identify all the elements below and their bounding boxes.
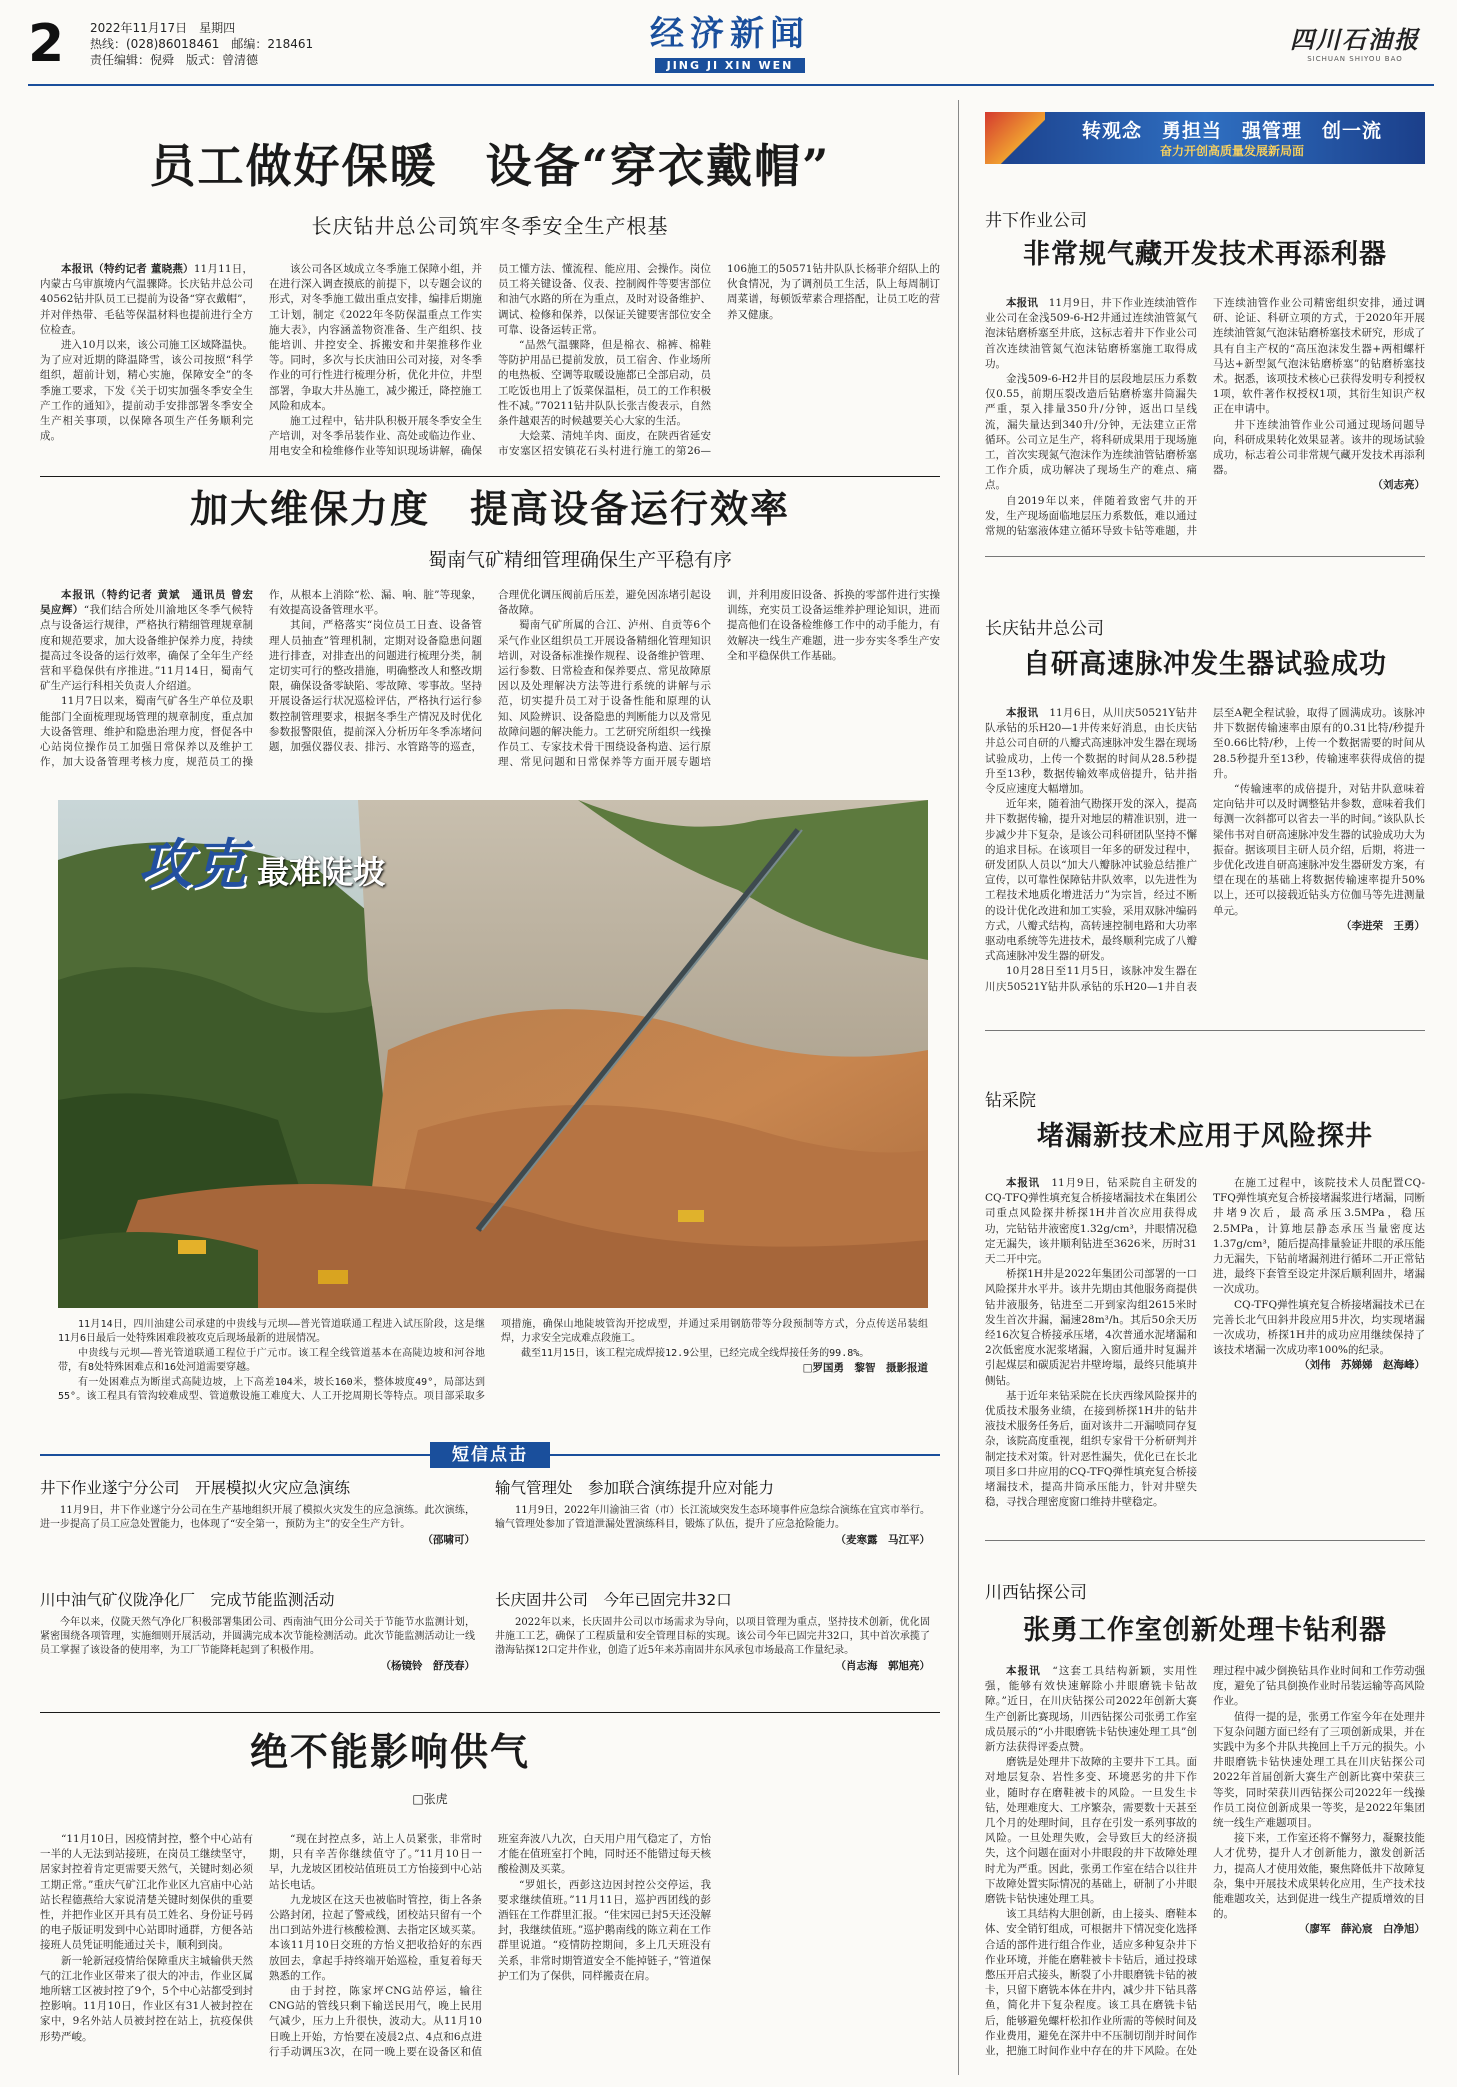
right2-p2: 近年来，随着油气勘探开发的深入，提高井下数据传输，提升对地层的精准识别，进一步减少井下复杂，是该公司科研团队坚持不懈的追求目标。在该项目一年多的研发过程中，研发团队人员以“加大八瓣脉冲试验总结推广宣传，以可靠性保障钻井队效率，以先进性为工程技术地质化增进活力”为宗旨，经过不断的设计优化改进和加工实验，采用双脉冲编码方式，八瓣式结构，高转速控制电路和大功率驱动电系统等先进技术，最终顺利完成了八瓣式高速脉冲发生器的研发。 [985, 798, 1197, 963]
article1-p4: 施工过程中，钻井队积极开展冬季安全生产培训，对冬季吊装作业、高处或临边作业、用电安全和检维修作业等知识现场讲解，确保员工懂方法、懂流程、能应用、会操作。岗位员工将关键设备、仪表、控制阀件等要害部位和油气水路的所在为重点，及时对设备维护、调试、检修和保养，以保证关键要害部位安全可靠、设备运转正常。 [269, 263, 711, 458]
right4-p2: 磨铣是处理井下故障的主要井下工具。面对地层复杂、岩性多变、环境恶劣的井下作业，随时存在磨鞋被卡的风险。一旦发生卡钻，处理难度大、工序繁杂，需要数十天甚至几个月的处理时间，且存在引发一系列事故的风险。一旦处理失败，会导致巨大的经济损失，这个问题在面对小井眼段的井下故障处理时尤为严重。因此，张勇工作室在结合以往井下故障处置实际情况的基础上，研制了小井眼磨铣卡钻快速处理工具。 [985, 1756, 1197, 1906]
article1-byline: 本报讯（特约记者 董晓燕） [61, 263, 194, 275]
right2-body [985, 706, 1425, 1006]
article1-p2: 进入10月以来，该公司施工区域降温快。为了应对近期的降温降雪，该公司按照“科学组织，超前计划，精心实施，保障安全”的冬季施工要求，下发《关于切实加强冬季安全生产工作的通知》，提前动手安排部署冬季安全生产相关事项，以保障各项生产任务顺利完成。 [40, 339, 253, 443]
right1-p4: 井下连续油管作业公司通过现场问题导向，科研成果转化效果显著。该井的现场试验成功，标志着公司非常规气藏开发技术再添利器。 [1213, 418, 1425, 477]
article1-body [40, 262, 940, 462]
right1-title: 非常规气藏开发技术再添利器 [1023, 239, 1387, 270]
divider [985, 1540, 1425, 1541]
brief-2 [495, 1476, 930, 1547]
brief-1-text: 11月9日，井下作业遂宁分公司在生产基地组织开展了模拟火灾发生的应急演练。此次演练，进一步提高了员工应急处置能力，也体现了“安全第一，预防为主”的安全生产方针。 [40, 1505, 475, 1530]
article1-p6: 大烩菜、清炖羊肉、面皮，在陕西省延安市安塞区招安镇花石头村进行施工的第26—106施工的50571钻井队队长杨菲介绍队上的伙食情况，为了调剂员工生活，队上每周制订周菜谱，每顿饭荤素合理搭配，让员工吃的营养又健康。 [498, 263, 940, 458]
right2-p1: 本报讯 11月6日，从川庆50521Y钻井队承钻的乐H20—1井传来好消息，由长庆钻井总公司自研的八瓣式高速脉冲发生器在现场试验成功，上传一个数据的时间从28.5秒提升至13秒，数据传输效率成倍提升，钻井指令反应速度大幅增加。 [985, 707, 1198, 796]
article2-p1: 本报讯（特约记者 黄斌 通讯员 曾宏 吴应辉）“我们结合所处川渝地区冬季气候特点与设备运行规律，严格执行精细管理规章制度和规范要求，加大设备维护保养力度，持续提高过冬设备的运行效率，确保了全年生产经营和平稳保供有序推进。”11月14日，蜀南气矿生产运行科相关负责人介绍道。 [40, 589, 264, 693]
briefs-label: 短信点击 [430, 1442, 550, 1468]
article1-subtitle: 长庆钻井总公司筑牢冬季安全生产根基 [311, 214, 669, 238]
article3-p5: 由于封控，陈家坪CNG站停运，输往CNG站的管线只剩下输送民用气，晚上民用气减少，压力上升很快，波动大。从11月10日晚上开始，方怡要在凌晨2点、4点和6点进行手动调压3次，在同一晚上要在设备区和值班室奔波八九次，白天用户用气稳定了，方怡才能在值班室打个盹，同时还不能错过每天核酸检测及买菜。 [269, 1833, 711, 2058]
article3-author: □张虎 [412, 1792, 448, 1806]
right4-p5: 接下来，工作室还将不懈努力，凝聚技能人才优势，提升人才创新能力，激发创新活力，提高人才使用效能，聚焦降低井下故障复杂，集中开展技术成果转化应用，生产技术技能难题攻关，达到促进一线生产提质增效的目的。 [1213, 1832, 1425, 1921]
masthead-logo: 四川石油报 [1290, 25, 1420, 54]
divider [985, 1030, 1425, 1031]
divider [985, 556, 1425, 557]
right3-body [985, 1176, 1425, 1522]
hotline: 热线：(028)86018461 [90, 37, 220, 51]
banner-slogan: 转观念 勇担当 强管理 创一流 [1081, 120, 1382, 142]
right3-p4: 在施工过程中，该院技术人员配置CQ-TFQ弹性填充复合桥接堵漏浆进行堵漏，同断井堵9次后，最高承压3.5MPa，稳压2.5MPa，计算地层静态承压当量密度达1.37g/cm³，随后提高排量验证井眼的承压能力无漏失，下钻前堵漏剂进行循环二开正常钻进，最终下套管至设定井深后顺利固井，堵漏一次成功。 [1213, 1177, 1425, 1296]
photo-title-main: 最难陡坡 [257, 853, 386, 891]
brief-4-author: （肖志海 郭旭亮） [835, 1660, 930, 1672]
article3-title: 绝不能影响供气 [249, 1729, 530, 1774]
right3-title: 堵漏新技术应用于风险探井 [1037, 1121, 1373, 1152]
right1-p3: 自2019年以来，伴随着致密气井的开发，生产现场面临地层压力系数低，难以通过常规的钻塞液体建立循环导致卡钻等难题，井下连续油管作业公司精密组织安排，通过调研、论证、科研立项的方式，于2020年开展连续油管氮气泡沫钻磨桥塞技术研究，形成了具有自主产权的“高压泡沫发生器+两相螺杆马达+新型氮气泡沫钻磨桥塞”的钻磨桥塞技术。据悉，该项技术核心已获得发明专利授权1项，软件著作权授权1项，其衍生知识产权正在申请中。 [985, 297, 1425, 538]
article3-p1: “11月10日，因疫情封控，整个中心站有一半的人无法到站接班，在岗员工继续坚守，居家封控着肯定更需要天然气，关键时刻必须工期正常。”重庆气矿江北作业区九宫庙中心站站长程德燕给大家说清楚关键时刻保供的重要性，并把作业区开具有员工姓名、身份证号码的电子版证明发到中心站即时通群，方便各站接班人员凭证明能通过关卡，顺利到岗。 [40, 1833, 253, 1952]
article1-p5: “品然气温骤降，但是棉衣、棉裤、棉鞋等防护用品已提前发放，员工宿舍、作业场所的电热板、空调等取暖设施都已全部启动，员工吃饭也用上了饭菜保温柜，员工的工作积极性不减。”70211钻井队队长张吉俊表示，自然条件越艰苦的时候越要关心大家的生活。 [498, 339, 711, 428]
article3-p2: 新一轮新冠疫情给保障重庆主城输供天然气的江北作业区带来了很大的冲击，作业区属地所辖工区被封控了9个，5个中心站都受到封控影响。11月10日，作业区有31人被封控在家中，9名外站人员被封控在站上，抗疫保供形势严峻。 [40, 1954, 253, 2043]
right4-unit: 川西钻探公司 [985, 1583, 1087, 1603]
article2-title: 加大维保力度 提高设备运行效率 [189, 486, 790, 531]
article2-p3: 其间，严格落实“岗位员工日查、设备管理人员抽查”管理机制，定期对设备隐患问题进行排查，对排查出的问题进行梳理分类，制定切实可行的整改措施，明确整改人和整改期限，确保设备零缺陷、零故障、零事故。坚持开展设备运行状况巡检评估，严格执行运行参数控制管理要求，根据冬季生产情况及时优化参数报警限值，提前深入分析历年冬季冻堵问题，加强仪器仪表、排污、水管路等的巡查，合理优化调压阀前后压差，避免因冻堵引起设备故障。 [269, 589, 711, 754]
briefs-header [40, 1442, 940, 1468]
article2-p4: 蜀南气矿所属的合江、泸州、自贡等6个采气作业区组织员工开展设备精细化管理知识培训，对设备标准操作规程、设备维护管理、运行参数、日常检查和保养要点、常见故障原因以及处理解决方法等进行系统的讲解与示范，切实提升员工对于设备性能和原理的认知、风险辨识、设备隐患的判断能力以及常见故障问题的解决能力。工艺研究所组织一线操作员工、专家技术骨干围绕设备构造、运行原理、常见问题和日常保养等方面开展专题培训，并利用废旧设备、拆换的零部件进行实操训练，充实员工设备运维养护理论知识，进而提高他们在设备检维修工作中的动手能力，有效解决一线生产难题，进一步夯实冬季生产安全和平稳保供工作基础。 [498, 589, 940, 769]
brief-3-author: （杨镜铃 舒茂春） [380, 1660, 475, 1672]
article2-p2: 11月7日以来，蜀南气矿各生产单位及职能部门全面梳理现场管理的规章制度，重点加大设备管理、维护和隐患治理力度，督促各中心站岗位操作员工加强日常保养以及维护工作，加大设备管理考核力度，规范员工的操作，从根本上消除“松、漏、响、脏”等现象，有效提高设备管理水平。 [40, 589, 482, 769]
right4-author: （廖军 薛沁宸 白净旭） [1299, 1923, 1425, 1936]
right4-p1: 本报讯 “这套工具结构新颖，实用性强，能够有效快速解除小井眼磨铣卡钻故障。”近日，在川庆钻探公司2022年创新大赛生产创新比赛现场，川西钻探公司张勇工作室成员展示的“小井眼磨铣卡钻快速处理工具”创新方法获得评委点赞。 [985, 1665, 1198, 1754]
brief-2-title: 输气管理处 参加联合演练提升应对能力 [495, 1479, 775, 1497]
article1-p3: 该公司各区域成立冬季施工保障小组，并在进行深入调查摸底的前提下，以专题会议的形式，对冬季施工做出重点安排，编排后期施工计划，制定《2022年冬防保温重点工作实施大表》，内容涵盖物资准备、生产组织、技能培训、井控安全、拆搬安和井架推移作业等。同时，多次与长庆油田公司对接，对冬季作业的可行性进行梳理分析，优化井位，井型部署，争取大井丛施工，减少搬迁，降控施工风险和成本。 [269, 263, 482, 412]
right4-title: 张勇工作室创新处理卡钻利器 [1023, 1615, 1387, 1646]
section-pinyin: JING JI XIN WEN [655, 58, 806, 73]
right3-p3: 基于近年来钻采院在长庆西缘风险探井的优质技术服务业绩，在接到桥探1H井的钻井液技术服务任务后，面对该井二开漏喷同存复杂，该院高度重视，组织专家骨干分析研判并制定技术对策。针对恶性漏失，优化已在长北项目多口井应用的CQ-TFQ弹性填充复合桥接堵漏技术，提高井筒承压能力，针对井壁失稳，寻找合理密度窗口维持井壁稳定。 [985, 1389, 1197, 1509]
right1-p2: 金浅509-6-H2井目的层段地层压力系数仅0.55，前期压裂改造后钻磨桥塞井筒漏失严重，泵入排量350升/分钟，返出口呈线流，漏失量达到340升/分钟，无法建立正常循环。公司立足生产，将科研成果用于现场施工，首次实现氮气泡沫作为连续油管钻磨桥塞工作介质，成功解决了现场生产的难点、痛点。 [985, 373, 1197, 492]
brief-1-title: 井下作业遂宁分公司 开展模拟火灾应急演练 [40, 1479, 351, 1497]
article3-p6: “罗姐长，西彭这边因封控公交停运，我要求继续值班。”11月11日，巡护西团线的彭酒钰在工作群里汇报。“佳宋园已封5天还没解封，我继续值班。”巡护鹅南线的陈立莉在工作群里说道。“疫情防控期间，多上几天班没有关系，非常时期管道安全不能掉链子，”管道保护工们为了保供，同样搬责在肩。 [498, 1878, 711, 1982]
page-number: 2 [28, 14, 65, 74]
right4-p3: 该工具结构大胆创新，由上接头、磨鞋本体、安全销钉组成，可根据井下情况变化选择合适的部件进行组合作业，适应多种复杂井下作业环境，并能在磨鞋被卡卡钻后，通过投球憋压开启式接头，断裂了小井眼磨铣卡钻的被卡，只留下磨铣本体在井内，减少井下钻具落鱼，简化井下复杂程度。该工具在磨铣卡钻后，能够避免螺杆松扣作业所需的等候时间及作业费用，避免在深井中不压制切削并时间作业，把施工时间作业中存在的井下风险。在处理过程中减少倒换钻具作业时间和工作劳动强度，避免了钻具倒换作业时吊装运输等高风险作业。 [985, 1665, 1425, 2058]
right2-title: 自研高速脉冲发生器试验成功 [1023, 649, 1387, 680]
photo-title [138, 822, 385, 899]
right1-p1: 本报讯 11月9日，井下作业连续油管作业公司在金浅509-6-H2井通过连续油管氮气泡沫钻磨桥塞至井底，这标志着井下作业公司首次连续油管氮气泡沫钻磨桥塞施工取得成功。 [985, 297, 1198, 370]
brief-2-text: 11月9日，2022年川渝油三省（市）长江流域突发生态环境事件应急综合演练在宜宾市举行。输气管理处参加了管道泄漏处置演练科目，锻炼了队伍，提升了应急抢险能力。 [495, 1505, 930, 1530]
postcode: 邮编：218461 [231, 37, 314, 51]
right3-byline: 本报讯 [1006, 1177, 1041, 1189]
right2-author: （李进荣 王勇） [1341, 919, 1425, 932]
photo-credit: □罗国勇 黎智 摄影报道 [802, 1362, 928, 1375]
right1-body [985, 296, 1425, 542]
right1-unit: 井下作业公司 [985, 211, 1087, 231]
photo-frame [58, 800, 928, 1308]
caption-p3: 有一处困难点为断崖式高陡边坡，上下高差104米，坡长160米，整体坡度49°，局部达到55°。该工程具有管沟较难成型、管道敷设施工难度大、人工开挖周期长等特点。项目部采取多项措施，确保山地陡坡管沟开挖成型，并通过采用钢筋带等分段预制等方式，分点传送吊装组焊，力求安全完成难点段施工。 [58, 1319, 928, 1403]
right3-p1: 本报讯 11月9日，钻采院自主研发的CQ-TFQ弹性填充复合桥接堵漏技术在集团公司重点风险探井桥探1H井首次应用获得成功，完钻钻井液密度1.32g/cm³，井眼情况稳定无漏失，该井顺利钻进至3626米，历时31天二开中完。 [985, 1177, 1198, 1266]
issue-date: 2022年11月17日 [90, 21, 188, 35]
brief-1-author: （邵啸可） [422, 1534, 475, 1546]
brief-3 [40, 1588, 475, 1673]
article3-body [40, 1832, 940, 2072]
article1-title: 员工做好保暖 设备“穿衣戴帽” [149, 139, 831, 193]
right3-author: （刘伟 苏娣娣 赵海峰） [1299, 1359, 1425, 1372]
article2-body [40, 588, 940, 778]
divider [40, 1712, 940, 1713]
right3-p2: 桥探1H井是2022年集团公司部署的一口风险探井水平井。该井先期由其他服务商提供钻井液服务，钻进至二开到家沟组2615米时发生首次井漏，漏速28m³/h。其后50余天历经16次复合桥接承压堵，4次普通水泥堵漏和2次低密度水泥浆堵漏，入窗后通井时复漏并引起煤层和碳质泥岩井壁垮塌，最终只能填井侧钻。 [985, 1268, 1197, 1387]
photo-caption [58, 1318, 928, 1428]
right4-p4: 值得一提的是，张勇工作室今年在处理井下复杂问题方面已经有了三项创新成果，并在实践中为多个井队共挽回上千万元的损失。小井眼磨铣卡钻快速处理工具在川庆钻探公司2022年首届创新大赛生产创新比赛中荣获三等奖，同时荣获川西钻探公司2022年一线操作员工岗位创新成果一等奖，是2022年集团统一线生产难题项目。 [1213, 1710, 1425, 1830]
divider [40, 476, 940, 477]
brief-1 [40, 1476, 475, 1547]
right2-unit: 长庆钻井总公司 [985, 619, 1104, 639]
editors: 责任编辑：倪舜 版式：曾清德 [90, 53, 259, 67]
photo-title-brush: 攻克 [138, 832, 246, 896]
header-rule [28, 84, 1434, 86]
brief-2-author: （麦寒露 马江平） [835, 1534, 930, 1546]
right1-byline: 本报讯 [1006, 297, 1039, 309]
caption-p1: 11月14日，四川油建公司承建的中贵线与元坝——普光管道联通工程进入试压阶段，这是继11月6日最后一处特殊困难段被攻克后现场最新的进展情况。 [58, 1319, 485, 1345]
right2-p3: 10月28日至11月5日，该脉冲发生器在川庆50521Y钻井队承钻的乐H20—1井自表层至A靶全程试验，取得了圆满成功。该脉冲井下数据传输速率由原有的0.31比特/秒提升至0.66比特/秒，上传一个数据需要的时间从28.5秒提升至13秒，传输速率获得成倍的提升。 [985, 707, 1425, 993]
right3-unit: 钻采院 [985, 1091, 1036, 1111]
column-separator [958, 100, 959, 2075]
article3-p4: 九龙坡区在这天也被临时管控，街上各条公路封闭，拉起了警戒线，团校站只留有一个出口到站外进行核酸检测、去指定区域买菜。本该11月10日交班的方怡义把收拾好的东西放回去，拿起手持终端开始巡检，重复着每天熟悉的工作。 [269, 1893, 482, 1982]
article2-subtitle: 蜀南气矿精细管理确保生产平稳有序 [427, 549, 732, 571]
brief-4 [495, 1588, 930, 1673]
caption-p4: 截至11月15日，该工程完成焊接12.9公里，已经完成全线焊接任务的99.8%。 [521, 1347, 870, 1359]
right4-body [985, 1664, 1425, 2074]
header-info [90, 20, 313, 68]
caption-p2: 中贵线与元坝——普光管道联通工程位于广元市。该工程全线管道基本在高陡边坡和河谷地带，有8处特殊困难点和16处河道需要穿越。 [58, 1347, 485, 1374]
article1-p1: 本报讯（特约记者 董晓燕）11月11日，内蒙古乌审旗境内气温骤降。长庆钻井总公司40562钻井队员工已提前为设备“穿衣戴帽”，并对伴热带、毛毡等保温材料也提前进行全方位检查。 [40, 263, 254, 336]
right1-author: （刘志亮） [1372, 479, 1425, 492]
section-title: 经济新闻 [650, 14, 810, 54]
slogan-banner [985, 112, 1425, 164]
brief-3-title: 川中油气矿仪陇净化厂 完成节能监测活动 [40, 1591, 335, 1609]
issue-weekday: 星期四 [199, 21, 236, 35]
right2-byline: 本报讯 [1006, 707, 1039, 719]
right4-byline: 本报讯 [1006, 1665, 1041, 1677]
right2-p4: “传输速率的成倍提升，对钻井队意味着定向钻井可以及时调整钻井参数，意味着我们每测一次斜都可以省去一半的时间。”该队队长梁伟书对自研高速脉冲发生器的试验成功大为振奋。据该项目主研人员介绍，后期，将进一步优化改进自研高速脉冲发生器研发方案，有望在现在的基础上将数据传输速率提升50%以上，还可以接载近钻头方位伽马等先进测量单元。 [1213, 783, 1425, 917]
article2-byline: 本报讯（特约记者 黄斌 通讯员 曾宏 吴应辉） [40, 589, 264, 617]
banner-decoration [985, 112, 1045, 164]
masthead [1270, 20, 1440, 63]
banner-sub: 奋力开创高质量发展新局面 [1159, 144, 1304, 158]
brief-4-text: 2022年以来，长庆固井公司以市场需求为导向，以项目管理为重点，坚持技术创新，优化固井施工工艺，确保了工程质量和安全管理目标的实现。该公司今年已固完井32口，其中首次承揽了渤海钻探12口定井作业，创造了近5年来苏南固井东风承包市场最高工作量纪录。 [495, 1617, 930, 1656]
brief-3-text: 今年以来，仪陇天然气净化厂积极部署集团公司、西南油气田分公司关于节能节水监测计划，紧密围绕各项管理，实施细则开展活动，并圆满完成本次节能检测活动。此次节能监测活动让一线员工掌握了该设备的使用率，为工厂节能降耗起到了积极作用。 [40, 1617, 475, 1656]
masthead-sub: SICHUAN SHIYOU BAO [1307, 55, 1403, 63]
section-header [560, 14, 900, 73]
brief-4-title: 长庆固井公司 今年已固完井32口 [495, 1591, 732, 1609]
article3-p3: “现在封控点多，站上人员紧张，非常时期，只有辛苦你继续值守了。”11月10日一早，九龙坡区团校站值班员工方怡接到中心站站长电话。 [269, 1833, 482, 1891]
right3-p5: CQ-TFQ弹性填充复合桥接堵漏技术已在完善长北气田斜井段应用5井次，均实现堵漏一次成功，桥探1H井的成功应用继续保持了该技术堵漏一次成功率100%的纪录。 [1213, 1298, 1425, 1357]
